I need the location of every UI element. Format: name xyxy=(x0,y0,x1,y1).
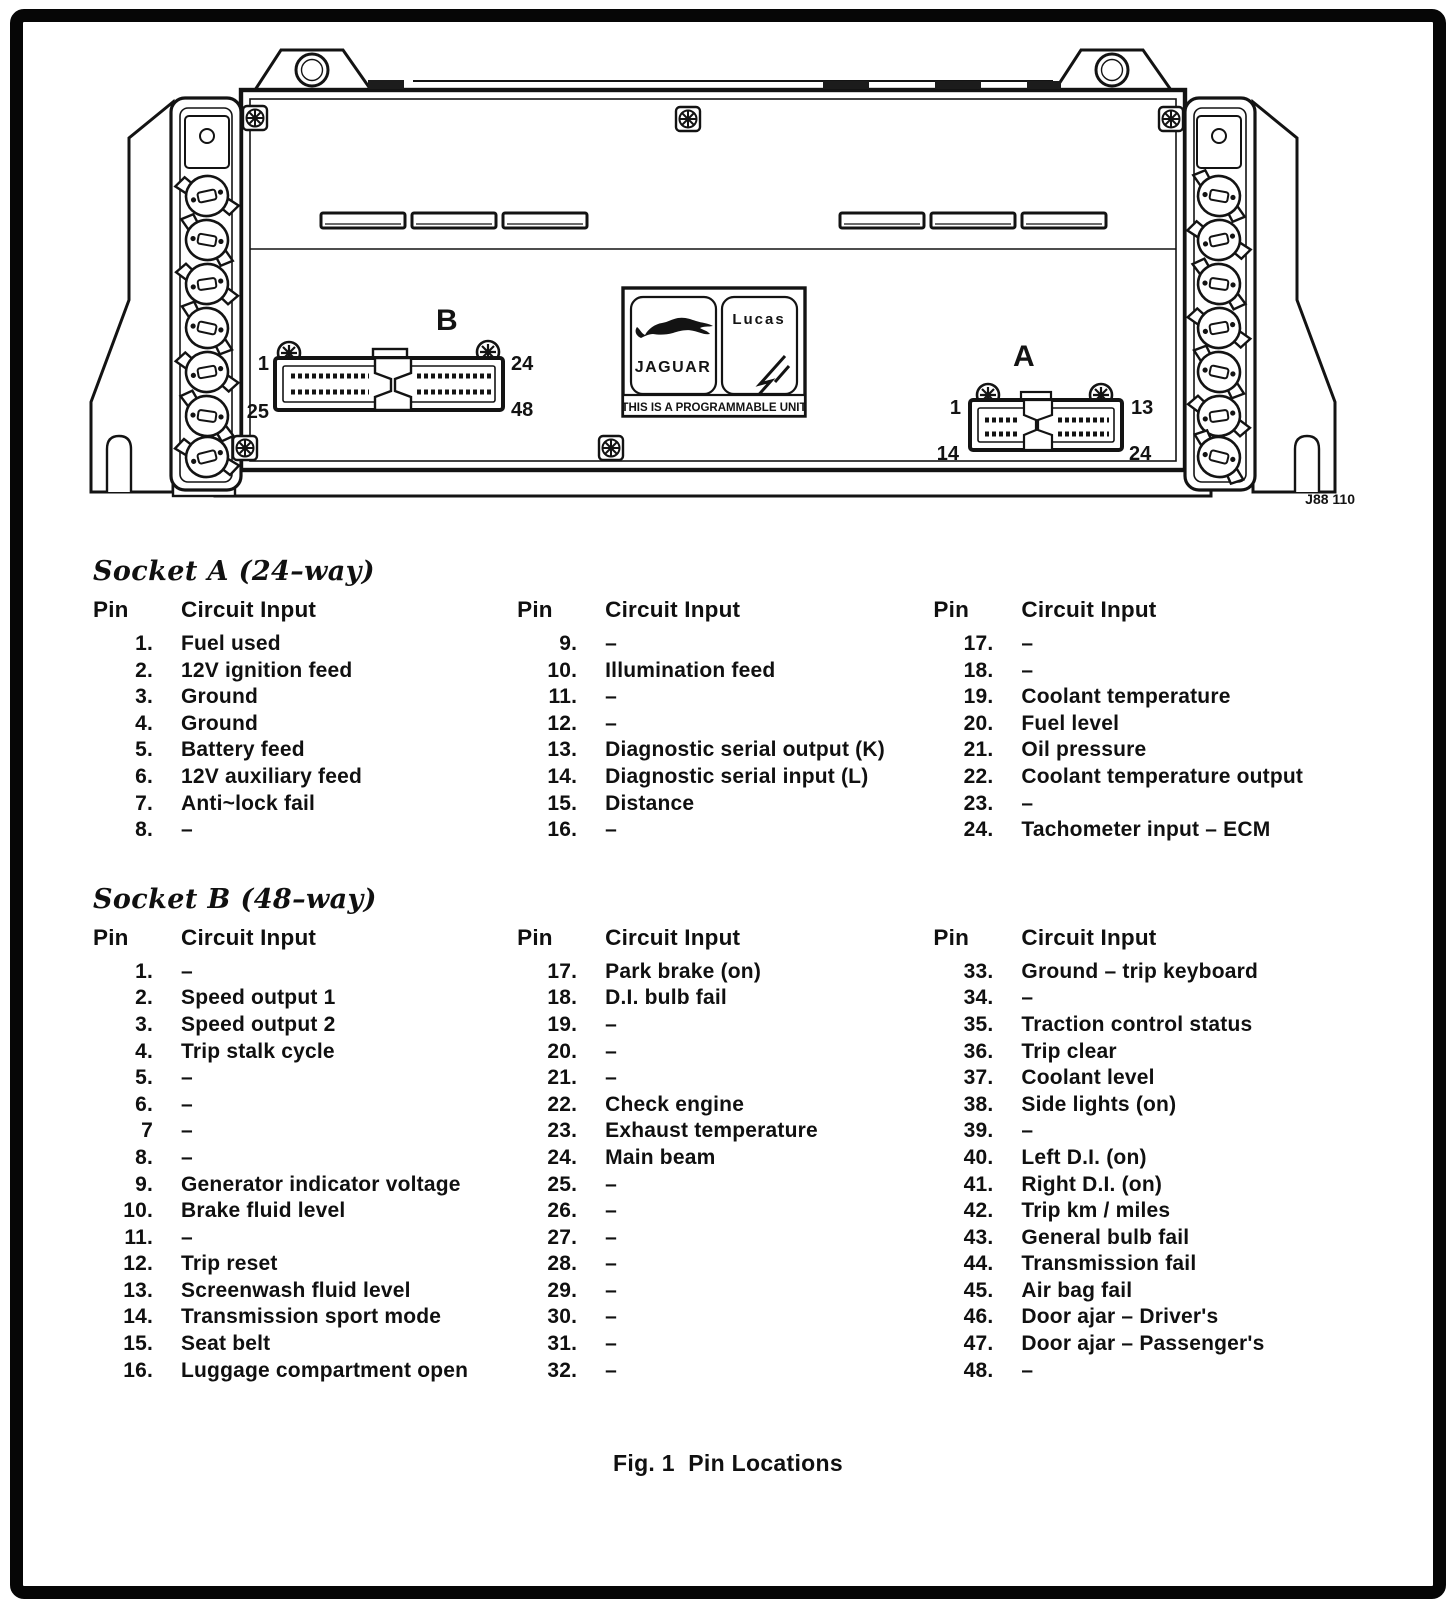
pin-row xyxy=(517,1198,911,1225)
left-bulb-holder-strip xyxy=(171,98,241,490)
pin-row xyxy=(93,1198,495,1225)
pin-number: 7. xyxy=(135,791,153,815)
pin-row xyxy=(517,1039,911,1066)
figure-drawing-area xyxy=(23,22,1433,516)
connector-b-pin-25: 25 xyxy=(246,401,269,423)
pin-row xyxy=(933,737,1375,764)
pin-circuit-input: Exhaust temperature xyxy=(605,1119,818,1143)
pin-number: 22. xyxy=(963,764,994,788)
circuit-input-column-header: Circuit Input xyxy=(1021,597,1157,622)
socket-a-column-1 xyxy=(93,597,495,844)
pin-circuit-input: – xyxy=(605,711,618,735)
pin-row xyxy=(517,764,911,791)
pin-circuit-input: Main beam xyxy=(605,1145,716,1169)
pin-number: 18. xyxy=(547,986,578,1010)
pin-circuit-input: Diagnostic serial input (L) xyxy=(605,764,869,788)
pin-number: 14. xyxy=(547,764,578,788)
pin-circuit-input: – xyxy=(605,1225,618,1249)
screw-icon xyxy=(243,106,267,130)
socket-b-column-1 xyxy=(93,925,495,1385)
pin-number: 11. xyxy=(124,1225,153,1249)
pin-number: 44. xyxy=(963,1252,994,1276)
pin-circuit-input: – xyxy=(605,818,618,842)
pin-circuit-input: Trip stalk cycle xyxy=(181,1039,335,1063)
pin-circuit-input: – xyxy=(1021,1358,1034,1382)
pin-column-header: Pin xyxy=(933,924,970,950)
socket-b-title: Socket B (48–way) xyxy=(93,883,377,915)
pin-circuit-input: Coolant temperature xyxy=(1021,685,1231,709)
pin-number: 16. xyxy=(123,1358,153,1382)
pin-row xyxy=(933,1092,1375,1119)
pin-column-header: Pin xyxy=(933,597,970,622)
screw-icon xyxy=(599,436,623,460)
pin-number: 29. xyxy=(547,1278,578,1302)
pin-number: 21. xyxy=(547,1066,578,1090)
pin-column-header: Pin xyxy=(517,924,553,950)
pin-row xyxy=(933,684,1375,711)
pin-circuit-input: Door ajar – Driver's xyxy=(1021,1305,1219,1329)
pin-row xyxy=(93,1304,495,1331)
pin-number: 40. xyxy=(963,1145,994,1169)
bottom-deck xyxy=(215,470,1211,496)
pin-number: 24. xyxy=(963,818,994,842)
pin-number: 28. xyxy=(547,1252,578,1276)
page-border-frame xyxy=(10,9,1446,1599)
pin-circuit-input: General bulb fail xyxy=(1021,1225,1190,1249)
pin-row xyxy=(93,658,495,685)
pin-circuit-input: Distance xyxy=(605,791,695,815)
screw-icon xyxy=(676,107,700,131)
pin-row xyxy=(517,1331,911,1358)
pin-circuit-input: Ground – trip keyboard xyxy=(1021,959,1259,983)
pin-row xyxy=(933,1251,1375,1278)
pin-row xyxy=(93,1331,495,1358)
pin-row xyxy=(517,985,911,1012)
pin-circuit-input: Coolant level xyxy=(1021,1066,1155,1090)
pin-circuit-input: Anti~lock fail xyxy=(181,791,316,815)
pin-circuit-input: – xyxy=(605,1305,618,1329)
pin-circuit-input: – xyxy=(1021,1119,1034,1143)
pin-circuit-input: Speed output 1 xyxy=(181,986,336,1010)
pin-circuit-input: – xyxy=(605,632,618,655)
circuit-input-column-header: Circuit Input xyxy=(1021,924,1157,950)
socket-b-column-2 xyxy=(517,925,911,1385)
pin-number: 4. xyxy=(135,1039,153,1063)
pin-number: 17. xyxy=(963,632,994,655)
pin-circuit-input: Right D.I. (on) xyxy=(1021,1172,1163,1196)
pin-circuit-input: – xyxy=(181,1225,193,1249)
pin-row xyxy=(517,1278,911,1305)
circuit-input-column-header: Circuit Input xyxy=(605,924,741,950)
pin-number: 3. xyxy=(135,1012,153,1036)
pin-row xyxy=(517,1225,911,1252)
pin-row xyxy=(517,1012,911,1039)
connector-b-label: B xyxy=(436,304,458,337)
pin-row xyxy=(933,658,1375,685)
pin-column-header: Pin xyxy=(93,597,129,622)
pin-number: 15. xyxy=(123,1332,153,1356)
pin-row xyxy=(933,1039,1375,1066)
pin-row xyxy=(933,1118,1375,1145)
pin-row xyxy=(517,1358,911,1385)
pin-number: 11. xyxy=(548,685,578,709)
drawing-reference-code: J88 110 xyxy=(1305,491,1355,507)
pin-row xyxy=(933,1065,1375,1092)
connector-b-pin-1: 1 xyxy=(257,353,269,375)
pin-circuit-input: – xyxy=(181,1092,193,1116)
pin-row xyxy=(933,1172,1375,1199)
top-edge-tab xyxy=(823,81,869,89)
pin-circuit-input: Check engine xyxy=(605,1092,745,1116)
pin-number: 27. xyxy=(547,1225,578,1249)
pin-circuit-input: Coolant temperature output xyxy=(1021,764,1304,788)
pin-row xyxy=(93,1039,495,1066)
pin-row xyxy=(93,631,495,658)
connector-a-pin-1: 1 xyxy=(949,397,961,419)
pin-circuit-input: Ground xyxy=(181,711,259,735)
pin-number: 5. xyxy=(135,738,153,762)
pin-circuit-input: – xyxy=(181,1119,193,1143)
pin-row xyxy=(933,711,1375,738)
pin-number: 39. xyxy=(963,1119,994,1143)
pin-row xyxy=(933,1331,1375,1358)
pin-row xyxy=(517,658,911,685)
pin-number: 17. xyxy=(547,959,578,983)
pin-number: 5. xyxy=(135,1066,153,1090)
pin-number: 7 xyxy=(141,1119,153,1143)
pin-number: 10. xyxy=(547,658,578,682)
jaguar-lucas-badge xyxy=(621,288,806,416)
pin-row xyxy=(93,1278,495,1305)
pin-circuit-input: Park brake (on) xyxy=(605,959,762,983)
pin-number: 24. xyxy=(547,1145,578,1169)
circuit-input-column-header: Circuit Input xyxy=(181,597,317,622)
pin-circuit-input: Screenwash fluid level xyxy=(181,1278,411,1302)
pin-row xyxy=(933,1012,1375,1039)
pin-number: 48. xyxy=(963,1358,994,1382)
pin-column-header: Pin xyxy=(517,597,553,622)
pin-number: 35. xyxy=(963,1012,994,1036)
pin-row xyxy=(93,1118,495,1145)
pin-row xyxy=(93,684,495,711)
pin-number: 1. xyxy=(135,632,153,655)
right-mounting-ear xyxy=(1055,50,1171,90)
pin-number: 46. xyxy=(963,1305,994,1329)
pin-row xyxy=(933,1145,1375,1172)
pin-number: 18. xyxy=(963,658,994,682)
pin-circuit-input: Illumination feed xyxy=(605,658,776,682)
figure-caption: Fig. 1 Pin Locations xyxy=(613,1450,843,1477)
connector-b-pin-48: 48 xyxy=(511,399,534,421)
pin-row xyxy=(93,1172,495,1199)
pin-circuit-input: Traction control status xyxy=(1021,1012,1253,1036)
pin-circuit-input: D.I. bulb fail xyxy=(605,986,727,1010)
pin-row xyxy=(93,737,495,764)
pin-circuit-input: Side lights (on) xyxy=(1021,1092,1177,1116)
pin-row xyxy=(93,764,495,791)
pin-number: 9. xyxy=(135,1172,153,1196)
pin-row xyxy=(93,1092,495,1119)
pin-row xyxy=(933,1225,1375,1252)
socket-a-column-3 xyxy=(933,597,1375,844)
pin-number: 3. xyxy=(135,685,153,709)
pin-number: 16. xyxy=(547,818,578,842)
pin-circuit-input: Speed output 2 xyxy=(181,1012,336,1036)
pin-row xyxy=(517,1065,911,1092)
socket-b-section xyxy=(93,884,1375,1385)
pin-number: 12. xyxy=(547,711,578,735)
pin-circuit-input: Seat belt xyxy=(181,1332,271,1356)
top-edge-tab xyxy=(368,80,404,89)
top-edge-tab xyxy=(1027,81,1061,89)
pin-number: 13. xyxy=(123,1278,153,1302)
pin-circuit-input: – xyxy=(1021,986,1034,1010)
socket-a-column-2 xyxy=(517,597,911,844)
pin-number: 42. xyxy=(963,1199,994,1223)
pin-circuit-input: Fuel used xyxy=(181,632,281,655)
pin-circuit-input: – xyxy=(605,1332,618,1356)
pin-row xyxy=(517,684,911,711)
pin-circuit-input: – xyxy=(181,1145,193,1169)
pin-number: 30. xyxy=(547,1305,578,1329)
right-bulb-holder-strip xyxy=(1185,98,1255,490)
socket-a-section xyxy=(93,556,1375,844)
pin-circuit-input: – xyxy=(1021,658,1034,682)
pin-circuit-input: – xyxy=(605,1066,618,1090)
pin-circuit-input: Tachometer input – ECM xyxy=(1021,818,1271,842)
pin-circuit-input: Trip km / miles xyxy=(1021,1199,1171,1223)
pin-circuit-input: Door ajar – Passenger's xyxy=(1021,1332,1265,1356)
pin-circuit-input: – xyxy=(605,1172,618,1196)
pin-row xyxy=(933,985,1375,1012)
pin-circuit-input: Transmission sport mode xyxy=(181,1305,442,1329)
pin-row xyxy=(517,791,911,818)
pin-row xyxy=(517,631,911,658)
pin-number: 37. xyxy=(963,1066,994,1090)
connector-a-pin-13: 13 xyxy=(1131,397,1154,419)
pin-number: 8. xyxy=(135,818,153,842)
right-mounting-flange xyxy=(1253,102,1335,492)
pin-circuit-input: – xyxy=(181,1066,193,1090)
pin-circuit-input: Trip clear xyxy=(1021,1039,1117,1063)
lucas-brand-text: Lucas xyxy=(732,311,786,328)
pin-circuit-input: – xyxy=(605,1039,618,1063)
pin-circuit-input: Trip reset xyxy=(181,1252,278,1276)
pin-number: 6. xyxy=(135,1092,153,1116)
pin-row xyxy=(93,1065,495,1092)
pin-number: 2. xyxy=(135,658,153,682)
programmable-unit-note: THIS IS A PROGRAMMABLE UNIT xyxy=(621,402,807,414)
socket-a-title: Socket A (24–way) xyxy=(93,556,375,587)
pin-circuit-input: – xyxy=(1021,632,1034,655)
pin-circuit-input: – xyxy=(605,1278,618,1302)
pin-number: 20. xyxy=(963,711,994,735)
pin-circuit-input: – xyxy=(181,818,193,842)
pin-circuit-input: Ground xyxy=(181,685,259,709)
pin-row xyxy=(933,1358,1375,1385)
pin-number: 19. xyxy=(963,685,994,709)
pin-row xyxy=(933,1278,1375,1305)
pin-number: 33. xyxy=(963,959,994,983)
pin-row xyxy=(93,1145,495,1172)
jaguar-brand-text: JAGUAR xyxy=(634,359,712,376)
pin-number: 9. xyxy=(559,632,578,655)
pin-row xyxy=(517,1172,911,1199)
pin-row xyxy=(517,737,911,764)
pin-number: 23. xyxy=(547,1119,578,1143)
pin-circuit-input: Luggage compartment open xyxy=(181,1358,469,1382)
pin-number: 13. xyxy=(547,738,578,762)
circuit-input-column-header: Circuit Input xyxy=(605,597,741,622)
screw-icon xyxy=(233,436,257,460)
pin-row xyxy=(933,631,1375,658)
pin-circuit-input: – xyxy=(181,959,193,983)
pin-circuit-input: Generator indicator voltage xyxy=(181,1172,461,1196)
pin-number: 34. xyxy=(963,986,994,1010)
pin-number: 20. xyxy=(547,1039,578,1063)
pin-number: 47. xyxy=(963,1332,994,1356)
pin-circuit-input: Brake fluid level xyxy=(181,1199,346,1223)
pin-row xyxy=(93,1012,495,1039)
connector-a-label: A xyxy=(1013,340,1035,373)
pin-row xyxy=(93,791,495,818)
pin-row xyxy=(93,817,495,844)
pin-row xyxy=(517,1251,911,1278)
pin-column-header: Pin xyxy=(93,924,129,950)
pin-row xyxy=(93,1358,495,1385)
pin-number: 32. xyxy=(547,1358,578,1382)
pin-number: 19. xyxy=(547,1012,578,1036)
screw-icon xyxy=(1159,107,1183,131)
pin-circuit-input: – xyxy=(605,1199,618,1223)
circuit-input-column-header: Circuit Input xyxy=(181,924,317,950)
pin-number: 36. xyxy=(963,1039,994,1063)
pin-row xyxy=(93,985,495,1012)
pin-circuit-input: – xyxy=(605,1012,618,1036)
pin-circuit-input: – xyxy=(1021,791,1034,815)
pin-number: 14. xyxy=(123,1305,153,1329)
pin-row xyxy=(933,959,1375,986)
pin-number: 45. xyxy=(963,1278,994,1302)
left-mounting-flange xyxy=(91,102,173,492)
pin-row xyxy=(517,1118,911,1145)
pin-row xyxy=(93,1251,495,1278)
pin-number: 26. xyxy=(547,1199,578,1223)
pin-circuit-input: Left D.I. (on) xyxy=(1021,1145,1147,1169)
pin-row xyxy=(517,817,911,844)
instrument-pack-rear-view-drawing xyxy=(78,24,1378,516)
left-mounting-ear xyxy=(255,50,371,90)
connector-b-pin-24: 24 xyxy=(511,353,534,375)
pin-number: 6. xyxy=(135,764,153,788)
pin-circuit-input: – xyxy=(605,1252,618,1276)
pin-number: 10. xyxy=(123,1199,153,1223)
pin-number: 21. xyxy=(963,738,994,762)
pin-row xyxy=(93,959,495,986)
pin-circuit-input: Air bag fail xyxy=(1021,1278,1133,1302)
pin-circuit-input: 12V ignition feed xyxy=(181,658,353,682)
connector-a-pin-24: 24 xyxy=(1129,443,1152,465)
pin-row xyxy=(517,1145,911,1172)
pin-row xyxy=(517,959,911,986)
pin-number: 8. xyxy=(135,1145,153,1169)
pin-number: 22. xyxy=(547,1092,578,1116)
socket-b-column-3 xyxy=(933,925,1375,1385)
pin-number: 23. xyxy=(963,791,994,815)
pin-circuit-input: Battery feed xyxy=(181,738,305,762)
pin-circuit-input: Fuel level xyxy=(1021,711,1120,735)
pin-row xyxy=(933,1198,1375,1225)
pin-row xyxy=(933,764,1375,791)
pin-row xyxy=(517,1092,911,1119)
top-edge-tab xyxy=(935,81,981,89)
pin-number: 43. xyxy=(963,1225,994,1249)
pin-circuit-input: Transmission fail xyxy=(1021,1252,1197,1276)
pin-number: 12. xyxy=(123,1252,153,1276)
pin-circuit-input: – xyxy=(605,685,618,709)
connector-a-pin-14: 14 xyxy=(936,443,959,465)
pin-row xyxy=(933,1304,1375,1331)
pin-number: 1. xyxy=(135,959,153,983)
pin-number: 2. xyxy=(135,986,153,1010)
pin-number: 4. xyxy=(135,711,153,735)
pin-circuit-input: 12V auxiliary feed xyxy=(181,764,363,788)
pin-circuit-input: – xyxy=(605,1358,618,1382)
pin-circuit-input: Oil pressure xyxy=(1021,738,1147,762)
pin-number: 38. xyxy=(963,1092,994,1116)
pin-number: 25. xyxy=(547,1172,578,1196)
pin-row xyxy=(933,817,1375,844)
pin-number: 31. xyxy=(547,1332,578,1356)
pin-row xyxy=(517,1304,911,1331)
pin-number: 41. xyxy=(963,1172,994,1196)
pin-row xyxy=(517,711,911,738)
pin-row xyxy=(93,711,495,738)
pin-circuit-input: Diagnostic serial output (K) xyxy=(605,738,885,762)
pin-number: 15. xyxy=(547,791,578,815)
pin-row xyxy=(93,1225,495,1252)
pin-row xyxy=(933,791,1375,818)
